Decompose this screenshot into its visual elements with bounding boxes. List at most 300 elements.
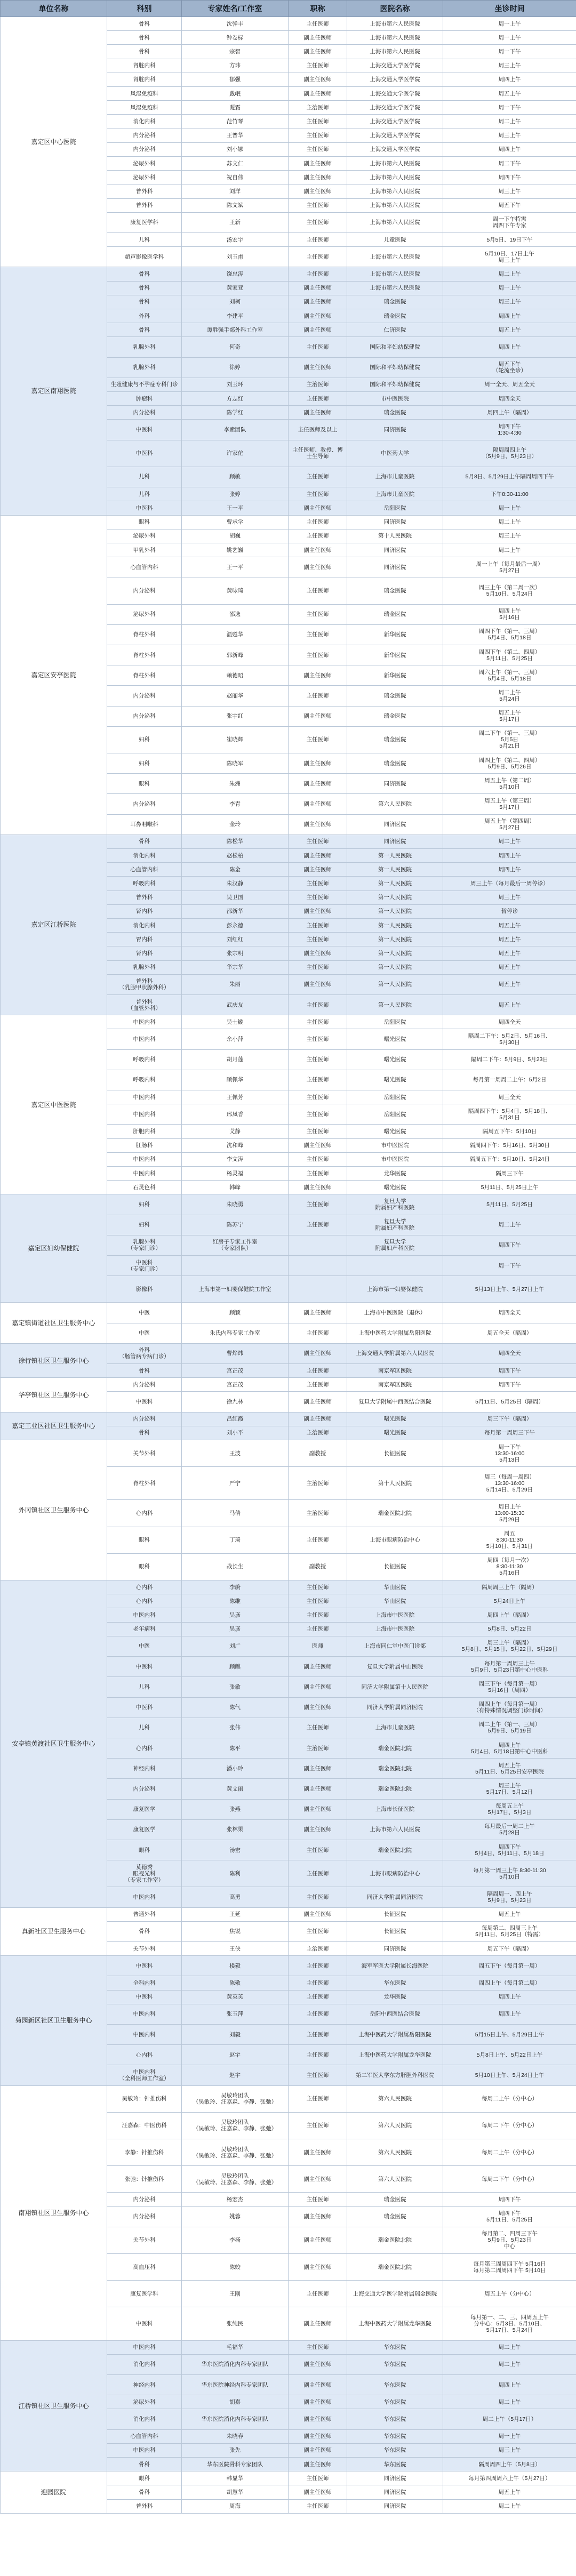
- doctor-cell: 刘柯: [182, 295, 289, 309]
- time-cell: 周三上午: [443, 129, 576, 142]
- title-cell: 主任医师: [289, 1527, 347, 1553]
- title-cell: 副主任医师: [289, 157, 347, 171]
- time-cell: 周一下午: [443, 1256, 576, 1276]
- dept-cell: 心内科: [107, 1580, 182, 1594]
- hospital-cell: 国际和平妇幼保健院: [347, 337, 443, 357]
- doctor-cell: 钟卷标: [182, 31, 289, 45]
- doctor-cell: 朱洲: [182, 774, 289, 794]
- time-cell: 隔周二下午：5月9日、5月23日: [443, 1049, 576, 1070]
- dept-cell: 神经内科: [107, 1759, 182, 1779]
- dept-cell: 中医内科: [107, 1608, 182, 1622]
- doctor-cell: 赵宇: [182, 2065, 289, 2085]
- title-cell: 主任医师: [289, 1594, 347, 1608]
- hospital-cell: 瑞金医院北院: [347, 2227, 443, 2253]
- time-cell: 周三上午: [443, 890, 576, 904]
- unit-name-cell: 外冈镇社区卫生服务中心: [1, 1440, 107, 1580]
- dept-cell: 消化内科: [107, 918, 182, 932]
- title-cell: 副主任医师: [289, 706, 347, 726]
- hospital-cell: 上海交通大学医学院: [347, 115, 443, 129]
- time-cell: 5月24日上午: [443, 1594, 576, 1608]
- title-cell: 主任医师: [289, 2024, 347, 2044]
- hospital-cell: 上海交通大学医学院: [347, 59, 443, 73]
- hospital-cell: 第六人民医院: [347, 2139, 443, 2165]
- dept-cell: 内分泌科: [107, 2193, 182, 2206]
- time-cell: 周四上午: [443, 1990, 576, 2004]
- title-cell: 主任医师: [289, 247, 347, 267]
- hospital-cell: 上海市中医医院（退休）: [347, 1303, 443, 1323]
- dept-cell: 普外科 （血管外科）: [107, 994, 182, 1015]
- time-cell: 5月11日、5月25日: [443, 1194, 576, 1215]
- time-cell: 周六上午（第一、三周） 5月4日、5月18日: [443, 665, 576, 686]
- title-cell: 主任医师: [289, 392, 347, 406]
- dept-cell: 儿科: [107, 1677, 182, 1697]
- title-cell: 主任医师: [289, 1090, 347, 1104]
- title-cell: 副主任医师: [289, 543, 347, 557]
- dept-cell: 超声影像医学科: [107, 247, 182, 267]
- hospital-cell: 上海市儿童医院: [347, 467, 443, 487]
- doctor-cell: 华东医院骨科专家团队: [182, 2458, 289, 2471]
- doctor-cell: 李扬: [182, 2227, 289, 2253]
- hospital-cell: 同济医院: [347, 834, 443, 848]
- doctor-cell: 陈松华: [182, 834, 289, 848]
- doctor-cell: 朱晓春: [182, 2429, 289, 2443]
- unit-name-cell: 江桥镇社区卫生服务中心: [1, 2340, 107, 2471]
- hospital-cell: 龙华医院: [347, 1167, 443, 1181]
- dept-cell: 中医内科: [107, 2443, 182, 2457]
- doctor-cell: 陈平: [182, 1738, 289, 1758]
- hospital-cell: 第一人民医院: [347, 863, 443, 877]
- time-cell: 周三上午（每月最后一周停诊）: [443, 877, 576, 890]
- dept-cell: 脊柱外科: [107, 624, 182, 645]
- doctor-cell: 王普华: [182, 129, 289, 142]
- title-cell: 主任医师: [289, 834, 347, 848]
- title-cell: 副主任医师: [289, 323, 347, 337]
- time-cell: 周二上午: [443, 2354, 576, 2374]
- time-cell: 隔周周四上午 （5月9日、5月23日）: [443, 440, 576, 467]
- title-cell: 副主任医师: [289, 557, 347, 577]
- hospital-cell: 仁济医院: [347, 323, 443, 337]
- doctor-cell: 宗智: [182, 45, 289, 59]
- hospital-cell: 上海中医药大学附属岳阳医院: [347, 2024, 443, 2044]
- time-cell: 周五全天（隔周）: [443, 1323, 576, 1343]
- time-cell: 周一上午: [443, 31, 576, 45]
- hospital-cell: 上海市儿童医院: [347, 487, 443, 501]
- hospital-cell: 上海交通大学医学院: [347, 129, 443, 142]
- time-cell: 周四上午 5月16日: [443, 604, 576, 624]
- doctor-cell: 毛福华: [182, 2340, 289, 2354]
- doctor-cell: 华东医院神经内科专家团队: [182, 2375, 289, 2395]
- doctor-cell: 邵选: [182, 604, 289, 624]
- doctor-cell: 吴彦: [182, 1622, 289, 1636]
- unit-name-cell: 嘉定区江桥医院: [1, 834, 107, 1015]
- title-cell: 副主任医师: [289, 2253, 347, 2280]
- hospital-cell: 第十人民医院: [347, 1467, 443, 1500]
- hospital-cell: 第一人民医院: [347, 960, 443, 974]
- doctor-cell: 赖德昭: [182, 665, 289, 686]
- doctor-cell: 李文涛: [182, 1152, 289, 1166]
- unit-name-cell: 嘉定区安亭医院: [1, 515, 107, 834]
- doctor-cell: 凝霜: [182, 101, 289, 115]
- time-cell: 每周五上午 5月17日、5月3日: [443, 1799, 576, 1819]
- doctor-cell: 沈和峰: [182, 1138, 289, 1152]
- dept-cell: 康复医学: [107, 1799, 182, 1819]
- hospital-cell: 上海中医药大学附属龙华医院: [347, 2045, 443, 2065]
- doctor-cell: 陈维: [182, 1594, 289, 1608]
- unit-name-cell: 嘉定镇街道社区卫生服务中心: [1, 1303, 107, 1343]
- title-cell: 副教授: [289, 1553, 347, 1580]
- time-cell: 周三全天: [443, 1090, 576, 1104]
- dept-cell: 普外科: [107, 184, 182, 198]
- table-row: [1, 1343, 576, 1363]
- hospital-cell: 上海市第六人民医院: [347, 157, 443, 171]
- dept-cell: 骨科: [107, 31, 182, 45]
- time-cell: 周一全天、周五全天: [443, 378, 576, 391]
- doctor-cell: 张敏: [182, 1677, 289, 1697]
- doctor-cell: 朱丽: [182, 974, 289, 994]
- doctor-cell: 王新: [182, 212, 289, 232]
- dept-cell: 关节外科: [107, 1440, 182, 1467]
- time-cell: 周五上午 5月11日、5月25日安亭医院: [443, 1759, 576, 1779]
- doctor-cell: 艾静: [182, 1125, 289, 1138]
- dept-cell: 康复医学: [107, 1819, 182, 1840]
- hospital-cell: 复旦大学 附属妇产科医院: [347, 1235, 443, 1255]
- hospital-cell: 第六人民医院: [347, 2085, 443, 2112]
- unit-name-cell: 真新社区卫生服务中心: [1, 1907, 107, 1956]
- dept-cell: 儿科: [107, 467, 182, 487]
- title-cell: 主任医师: [289, 877, 347, 890]
- time-cell: 周四上午: [443, 337, 576, 357]
- time-cell: 周五下午（每月第一周）: [443, 1956, 576, 1976]
- dept-cell: 儿科: [107, 487, 182, 501]
- table-row: [1, 1412, 576, 1426]
- dept-cell: 中医科: [107, 501, 182, 515]
- hospital-cell: 同济大学附属同济医院: [347, 1887, 443, 1907]
- title-cell: 主任医师: [289, 918, 347, 932]
- hospital-cell: 岳阳中西医结合医院: [347, 2004, 443, 2024]
- title-cell: 主任医师: [289, 2045, 347, 2065]
- dept-cell: 泌尿外科: [107, 2395, 182, 2409]
- dept-cell: 泌尿外科: [107, 171, 182, 184]
- dept-cell: 泌尿外科: [107, 529, 182, 543]
- title-cell: 主任医师: [289, 212, 347, 232]
- dept-cell: 脊柱外科: [107, 645, 182, 665]
- dept-cell: 吴敏玲：针推伤科: [107, 2085, 182, 2112]
- hospital-cell: 瑞金医院: [347, 726, 443, 753]
- title-cell: 副主任医师: [289, 2485, 347, 2499]
- dept-cell: 内分泌科: [107, 142, 182, 156]
- time-cell: 每周二下午（分中心）: [443, 2166, 576, 2193]
- time-cell: 周四上午（每月第二周）: [443, 1976, 576, 1990]
- time-cell: 周一下午特需 周四下午专家: [443, 212, 576, 232]
- title-cell: 主任医师: [289, 624, 347, 645]
- time-cell: 周三上午（第二周一次） 5月10日、5月24日: [443, 577, 576, 604]
- hospital-cell: 华东医院: [347, 2395, 443, 2409]
- dept-cell: 肾内科: [107, 946, 182, 960]
- doctor-cell: 许家佗: [182, 440, 289, 467]
- unit-name-cell: 嘉定工业区社区卫生服务中心: [1, 1412, 107, 1440]
- title-cell: 主任医师: [289, 115, 347, 129]
- dept-cell: 内分泌科: [107, 129, 182, 142]
- doctor-cell: 朱氏内科专家工作室: [182, 1323, 289, 1343]
- title-cell: 副主任医师: [289, 2227, 347, 2253]
- title-cell: 副主任医师: [289, 1657, 347, 1677]
- doctor-cell: 张宇红: [182, 706, 289, 726]
- doctor-cell: 吴敏玲团队 （吴敏玲、汪嘉森、李静、张弛）: [182, 2166, 289, 2193]
- title-cell: 副主任医师: [289, 501, 347, 515]
- doctor-cell: 杨宏杰: [182, 2193, 289, 2206]
- hospital-cell: 瑞金医院: [347, 706, 443, 726]
- time-cell: 周四上午: [443, 73, 576, 86]
- unit-name-cell: 徐行镇社区卫生服务中心: [1, 1343, 107, 1377]
- dept-cell: 乳腺外科: [107, 960, 182, 974]
- doctor-cell: 刘玉甫: [182, 247, 289, 267]
- hospital-cell: 瑞金医院: [347, 753, 443, 773]
- hospital-cell: 新华医院: [347, 645, 443, 665]
- time-cell: 5月8日、5月29日上午隔周周四下午: [443, 467, 576, 487]
- doctor-cell: 汤宏: [182, 1840, 289, 1860]
- title-cell: 副主任医师: [289, 2166, 347, 2193]
- dept-cell: 耳鼻咽喉科: [107, 814, 182, 834]
- time-cell: 5月8日上午、5月22日上午: [443, 2045, 576, 2065]
- doctor-cell: 刘广: [182, 1636, 289, 1656]
- doctor-cell: 李青: [182, 794, 289, 814]
- dept-cell: 内分泌科: [107, 794, 182, 814]
- time-cell: 周一上午: [443, 17, 576, 31]
- title-cell: 主任医师: [289, 933, 347, 946]
- dept-cell: 神经内科: [107, 2375, 182, 2395]
- hospital-cell: 国际和平妇幼保健院: [347, 378, 443, 391]
- title-cell: 副主任医师: [289, 2354, 347, 2374]
- dept-cell: 眼科: [107, 2471, 182, 2485]
- dept-cell: 心内科: [107, 1500, 182, 1527]
- time-cell: 隔周周一、四上午 5月9日、5月23日: [443, 1887, 576, 1907]
- doctor-cell: 刘毅: [182, 2024, 289, 2044]
- title-cell: 副主任医师: [289, 31, 347, 45]
- hospital-cell: 长征医院: [347, 1440, 443, 1467]
- time-cell: 周五上午 5月17日: [443, 706, 576, 726]
- title-cell: 副主任医师: [289, 753, 347, 773]
- time-cell: 周一下午: [443, 101, 576, 115]
- title-cell: 主任医师: [289, 2085, 347, 2112]
- dept-cell: 康复医学科: [107, 2281, 182, 2307]
- dept-cell: 骨科: [107, 295, 182, 309]
- dept-cell: 中医科: [107, 1392, 182, 1412]
- time-cell: 每月第一周周三上午 5月9日、5月23日第中心中医科: [443, 1657, 576, 1677]
- time-cell: 隔周二下午：5月2日、5月16日、 5月30日: [443, 1029, 576, 1049]
- title-cell: 主任医师: [289, 1580, 347, 1594]
- doctor-cell: 王刚: [182, 2281, 289, 2307]
- hospital-cell: 曙光医院: [347, 1029, 443, 1049]
- time-cell: 周四下午 1:30-4:30: [443, 420, 576, 440]
- hospital-cell: 瑞金医院: [347, 604, 443, 624]
- time-cell: 周四下午: [443, 1378, 576, 1392]
- dept-cell: 肾内科: [107, 904, 182, 918]
- title-cell: 副主任医师: [289, 2409, 347, 2429]
- title-cell: 主任医师: [289, 17, 347, 31]
- title-cell: 副主任医师: [289, 73, 347, 86]
- table-row: [1, 1907, 576, 1921]
- doctor-cell: 张先: [182, 2443, 289, 2457]
- time-cell: 周五上午: [443, 994, 576, 1015]
- header-time: 坐诊时间: [443, 1, 576, 17]
- time-cell: 隔周四下午：5月16日、5月30日: [443, 1138, 576, 1152]
- title-cell: 主任医师: [289, 686, 347, 706]
- hospital-cell: 第一人民医院: [347, 918, 443, 932]
- doctor-cell: 吴卫国: [182, 890, 289, 904]
- doctor-cell: 王一平: [182, 557, 289, 577]
- title-cell: 副主任医师: [289, 2139, 347, 2165]
- time-cell: 5月10日、17日上午 周三上午: [443, 247, 576, 267]
- dept-cell: 骨科: [107, 834, 182, 848]
- title-cell: 主任医师: [289, 2340, 347, 2354]
- title-cell: 副主任医师: [289, 1779, 347, 1799]
- doctor-cell: 崔晓辉: [182, 726, 289, 753]
- hospital-cell: 瑞金医院北院: [347, 1779, 443, 1799]
- dept-cell: 中医内科: [107, 1887, 182, 1907]
- dept-cell: 李静：针推伤科: [107, 2139, 182, 2165]
- dept-cell: 乳腺外科: [107, 337, 182, 357]
- time-cell: 周二上午 5月24日: [443, 686, 576, 706]
- hospital-cell: 曙光医院: [347, 1049, 443, 1070]
- dept-cell: 骨科: [107, 17, 182, 31]
- hospital-cell: 上海市第六人民医院: [347, 45, 443, 59]
- doctor-cell: 吴士镟: [182, 1015, 289, 1029]
- dept-cell: 泌尿外科: [107, 604, 182, 624]
- dept-cell: 骨科: [107, 45, 182, 59]
- hospital-cell: 同济大学附属同济医院: [347, 1697, 443, 1718]
- title-cell: 副主任医师: [289, 863, 347, 877]
- time-cell: 周三上午: [443, 184, 576, 198]
- doctor-cell: 范竹琴: [182, 115, 289, 129]
- time-cell: 周一下午 13:30-16:00 5月13日: [443, 1440, 576, 1467]
- time-cell: 周五下午 （轮流坐诊）: [443, 357, 576, 378]
- dept-cell: 骨科: [107, 1364, 182, 1378]
- doctor-cell: 陈晓军: [182, 753, 289, 773]
- title-cell: [289, 1256, 347, 1276]
- dept-cell: 普通外科: [107, 1907, 182, 1921]
- title-cell: 主任医师: [289, 267, 347, 281]
- hospital-cell: 同济医院: [347, 420, 443, 440]
- doctor-cell: [182, 1256, 289, 1276]
- dept-cell: 中医科: [107, 1657, 182, 1677]
- time-cell: 每月第三周周四下午 5月16日 每月第二周周四下午 5月10日: [443, 2253, 576, 2280]
- title-cell: 副主任医师: [289, 665, 347, 686]
- dept-cell: 中医内科: [107, 1029, 182, 1049]
- time-cell: 每周二上午（分中心）: [443, 2085, 576, 2112]
- doctor-cell: 红房子专家工作室 （专家团队）: [182, 1235, 289, 1255]
- title-cell: 医师: [289, 1636, 347, 1656]
- doctor-cell: 黄咏琦: [182, 577, 289, 604]
- doctor-cell: 赵丽华: [182, 686, 289, 706]
- hospital-cell: 第一人民医院: [347, 890, 443, 904]
- hospital-cell: 复旦大学 附属妇产科医院: [347, 1215, 443, 1235]
- title-cell: 主任医师: [289, 2499, 347, 2513]
- title-cell: 主任医师: [289, 1364, 347, 1378]
- doctor-cell: 曹烨炜: [182, 1343, 289, 1363]
- title-cell: 副主任医师: [289, 1677, 347, 1697]
- dept-cell: 中医: [107, 1303, 182, 1323]
- doctor-cell: 宫正茂: [182, 1378, 289, 1392]
- hospital-cell: 第一人民医院: [347, 848, 443, 862]
- hospital-cell: 上海市第六人民医院: [347, 212, 443, 232]
- doctor-cell: 李蔚: [182, 1580, 289, 1594]
- unit-name-cell: 嘉定区中心医院: [1, 17, 107, 267]
- doctor-cell: 李索团队: [182, 420, 289, 440]
- time-cell: 周五上午（第四周） 5月27日: [443, 814, 576, 834]
- dept-cell: 妇科: [107, 753, 182, 773]
- time-cell: 周一上午: [443, 2429, 576, 2443]
- hospital-cell: 复旦大学附属中山医院: [347, 1657, 443, 1677]
- dept-cell: 中医科: [107, 1697, 182, 1718]
- doctor-cell: 吴彦: [182, 1608, 289, 1622]
- hospital-cell: 市中医医院: [347, 1152, 443, 1166]
- time-cell: 5月15日上午、5月29日上午: [443, 2024, 576, 2044]
- hospital-cell: 南京军区医院: [347, 1378, 443, 1392]
- title-cell: 主任医师: [289, 1622, 347, 1636]
- time-cell: 周三上午: [443, 59, 576, 73]
- header-doctor: 专家姓名/工作室: [182, 1, 289, 17]
- time-cell: 周四上午: [443, 2375, 576, 2395]
- dept-cell: 骨科: [107, 1921, 182, 1941]
- time-cell: 周四下午 5月11日、5月25日: [443, 2206, 576, 2227]
- dept-cell: 石灵色科: [107, 1181, 182, 1194]
- hospital-cell: 第一人民医院: [347, 904, 443, 918]
- title-cell: 副主任医师: [289, 2307, 347, 2340]
- dept-cell: 关节外科: [107, 1941, 182, 1955]
- hospital-cell: 华东医院: [347, 1976, 443, 1990]
- dept-cell: 康复医学科: [107, 212, 182, 232]
- time-cell: 周五 8:30-11:30 5月10日、5月31日: [443, 1527, 576, 1553]
- dept-cell: 骨科: [107, 1426, 182, 1440]
- time-cell: 周二上午: [443, 515, 576, 529]
- unit-name-cell: 嘉定区中医医院: [1, 1015, 107, 1194]
- doctor-cell: 张玉萍: [182, 2004, 289, 2024]
- title-cell: 主任医师: [289, 142, 347, 156]
- hospital-cell: 上海交通大学医学院: [347, 73, 443, 86]
- dept-cell: 泌尿外科: [107, 157, 182, 171]
- time-cell: 隔周三下午: [443, 1167, 576, 1181]
- time-cell: 周四下午（第一、三周） 5月4日、5月18日: [443, 624, 576, 645]
- title-cell: 主任医师: [289, 233, 347, 247]
- doctor-cell: 陈敬: [182, 1976, 289, 1990]
- title-cell: 副主任医师: [289, 2395, 347, 2409]
- doctor-cell: 胡月莲: [182, 1049, 289, 1070]
- hospital-cell: 瑞金医院: [347, 577, 443, 604]
- title-cell: 主任医师: [289, 2004, 347, 2024]
- dept-cell: 心内科: [107, 1738, 182, 1758]
- title-cell: 主任医师: [289, 1104, 347, 1125]
- time-cell: 每周二上午（分中心）: [443, 2139, 576, 2165]
- time-cell: 周四全天: [443, 1303, 576, 1323]
- time-cell: 5月13日上午、5月27日上午: [443, 1276, 576, 1303]
- time-cell: 周四上午 5月4日、5月18日第中心中医科: [443, 1738, 576, 1758]
- time-cell: 周一下午: [443, 45, 576, 59]
- time-cell: 下午8:30-11:00: [443, 487, 576, 501]
- time-cell: 周二下午: [443, 157, 576, 171]
- title-cell: 主任医师: [289, 604, 347, 624]
- title-cell: 副主任医师: [289, 184, 347, 198]
- dept-cell: 呼吸内科: [107, 1070, 182, 1090]
- doctor-cell: 丁琦: [182, 1527, 289, 1553]
- doctor-cell: 顾敏: [182, 467, 289, 487]
- time-cell: 周二上午: [443, 2499, 576, 2513]
- doctor-cell: 战长生: [182, 1553, 289, 1580]
- hospital-cell: 上海市第六人民医院: [347, 1819, 443, 1840]
- title-cell: 主任医师: [289, 1049, 347, 1070]
- dept-cell: 乳腺外科 （专家门诊）: [107, 1235, 182, 1255]
- title-cell: 主任医师: [289, 994, 347, 1015]
- dept-cell: 儿科: [107, 233, 182, 247]
